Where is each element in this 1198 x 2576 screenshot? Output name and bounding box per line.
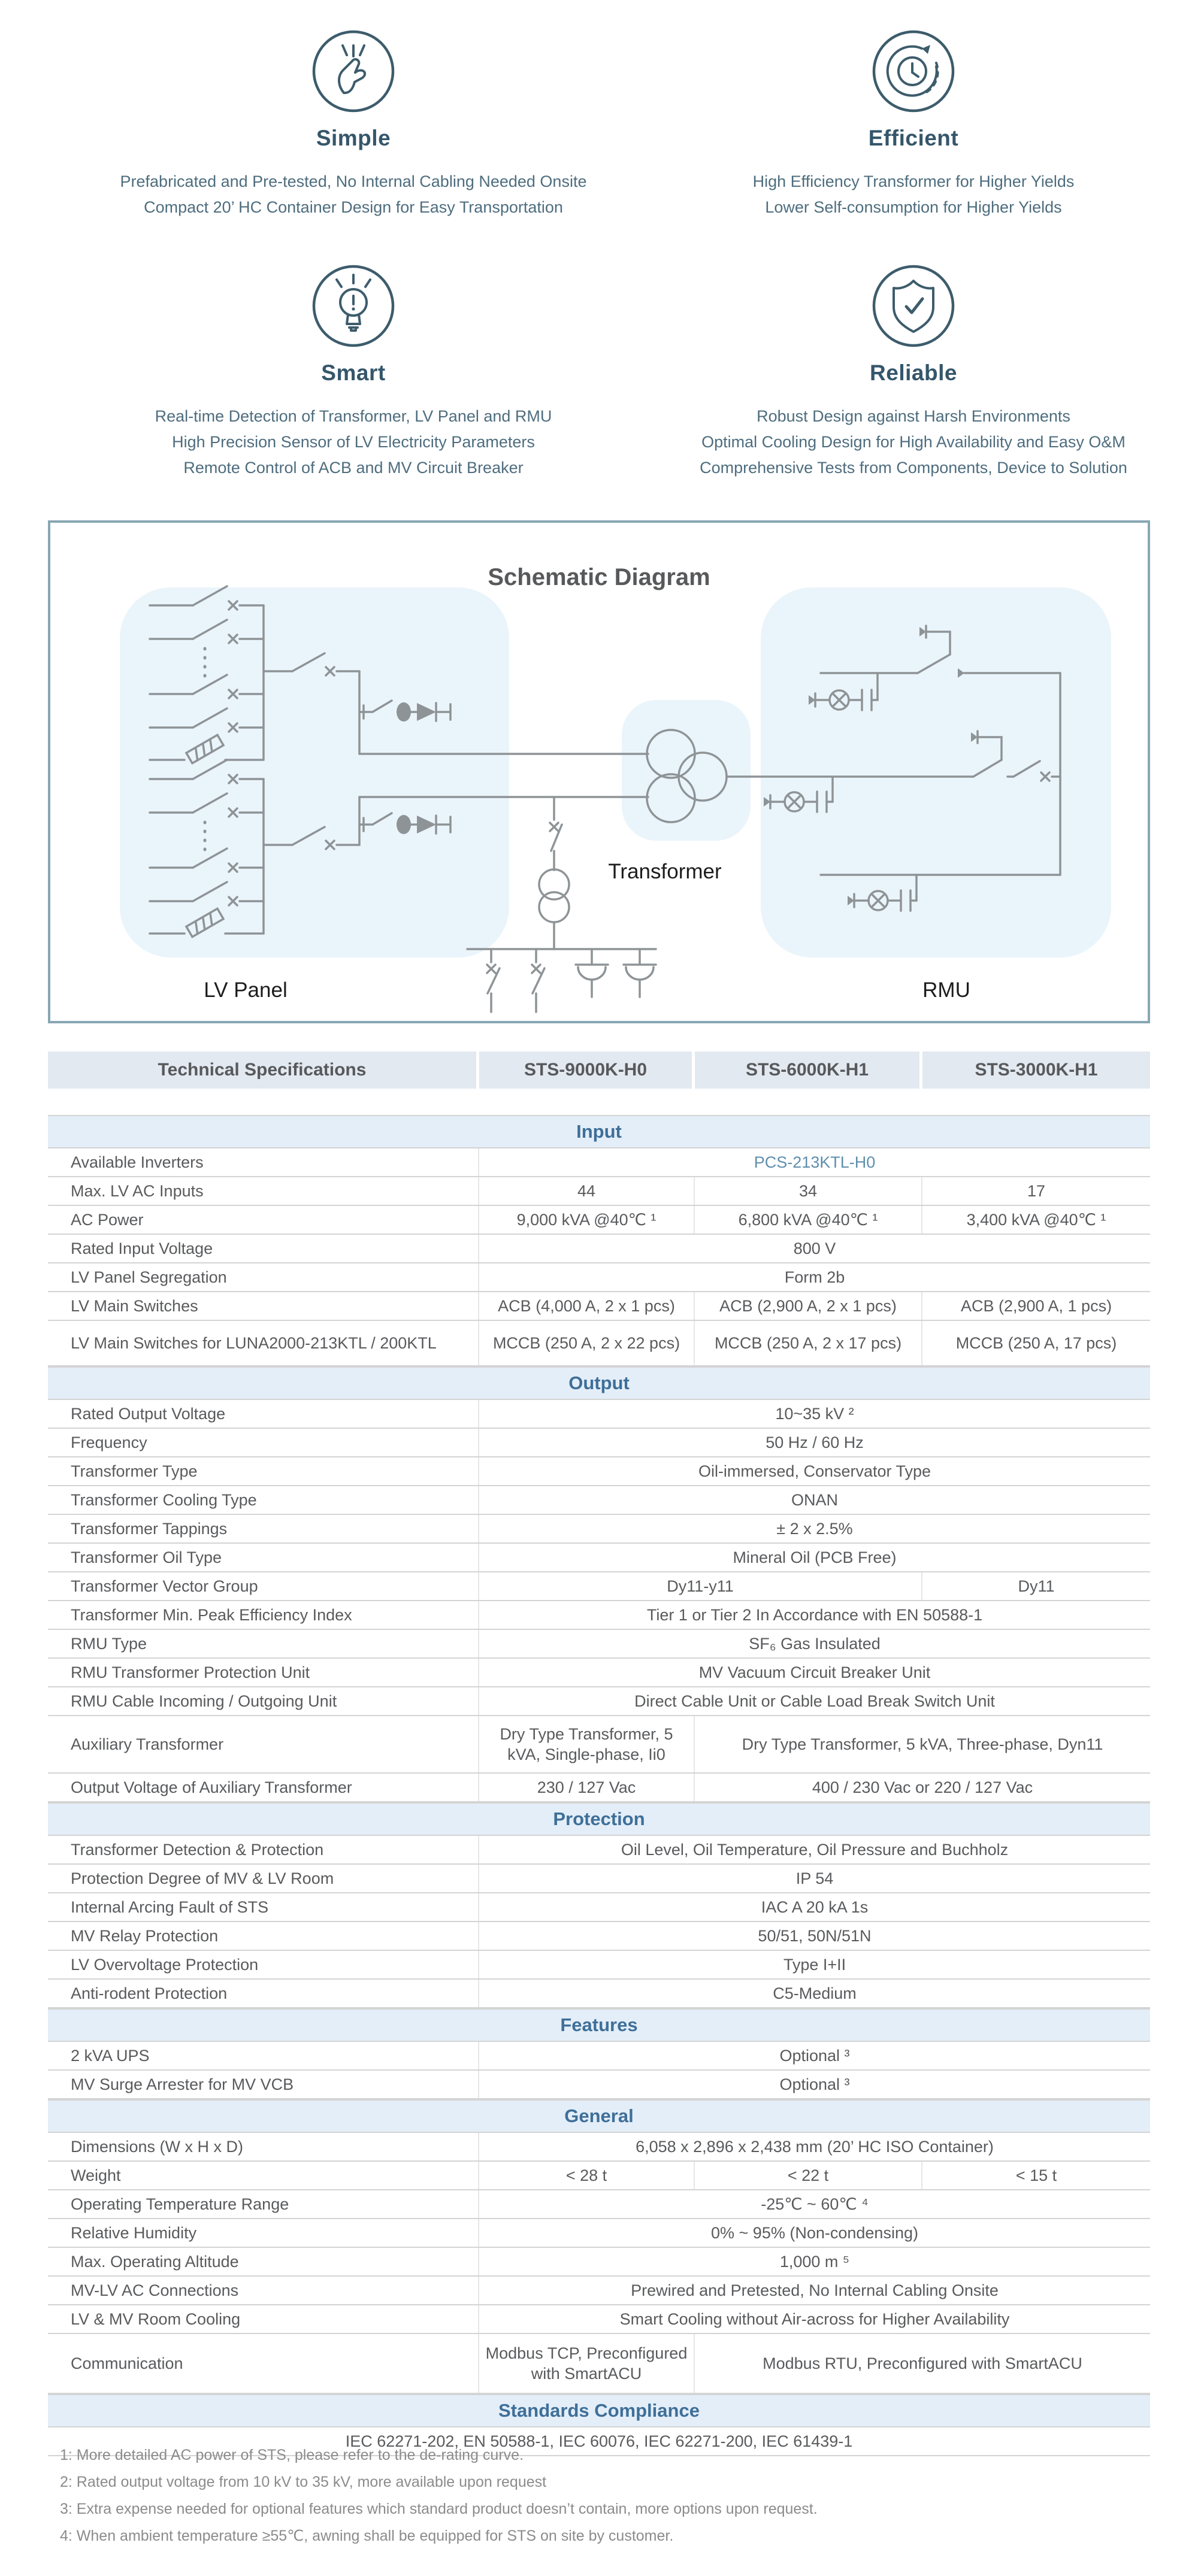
spec-value: Smart Cooling without Air-across for Higher Availability <box>619 2310 1010 2328</box>
transformer-label: Transformer <box>608 860 722 883</box>
feature-title: Efficient <box>868 126 959 150</box>
spec-row <box>48 1544 1150 1572</box>
feature-title: Smart <box>321 360 386 385</box>
single-line-diagram <box>48 520 1150 1023</box>
footnote: 4: When ambient temperature ≥55℃, awning shall be equipped for STS on site by customer. <box>60 2527 674 2544</box>
spec-label: MV Surge Arrester for MV VCB <box>48 2071 479 2098</box>
spec-value: MCCB (250 A, 17 pcs) <box>955 1334 1117 1352</box>
spec-value: 9,000 kVA @40℃ ¹ <box>479 1206 695 1234</box>
spec-row <box>48 1836 1150 1865</box>
spec-value: MV Vacuum Circuit Breaker Unit <box>698 1663 931 1681</box>
spec-row <box>48 2334 1150 2394</box>
spec-value: 10~35 kV ² <box>775 1405 854 1423</box>
spec-value: 50 Hz / 60 Hz <box>766 1434 864 1451</box>
spec-value: 400 / 230 Vac or 220 / 127 Vac <box>812 1778 1033 1796</box>
spec-value: ONAN <box>791 1491 838 1509</box>
footnotes <box>60 2442 818 2550</box>
spec-label: Frequency <box>48 1429 479 1456</box>
spec-row <box>48 1893 1150 1922</box>
spec-value: PCS-213KTL-H0 <box>754 1153 876 1171</box>
spec-value: Optional ³ <box>779 2047 850 2065</box>
shield-check-icon <box>869 261 958 351</box>
spec-value: Form 2b <box>784 1268 845 1286</box>
spec-row <box>48 1429 1150 1457</box>
spec-table-header <box>48 1051 1150 1089</box>
transformer-region <box>622 700 751 841</box>
spec-label: Transformer Type <box>48 1457 479 1485</box>
technical-specifications-table <box>48 1051 1150 2456</box>
spec-value: 6,800 kVA @40℃ ¹ <box>695 1206 922 1234</box>
spec-row <box>48 2219 1150 2248</box>
spec-row <box>48 1206 1150 1235</box>
spec-row <box>48 1400 1150 1429</box>
spec-row <box>48 2248 1150 2277</box>
spec-row <box>48 1601 1150 1630</box>
spec-row <box>48 1980 1150 2008</box>
spec-label: LV & MV Room Cooling <box>48 2305 479 2333</box>
spec-row <box>48 2190 1150 2219</box>
spec-label: RMU Transformer Protection Unit <box>48 1659 479 1686</box>
spec-value: Direct Cable Unit or Cable Load Break Switch Unit <box>634 1692 995 1710</box>
spec-row <box>48 1321 1150 1366</box>
spec-label: Max. LV AC Inputs <box>48 1177 479 1205</box>
spec-row <box>48 1515 1150 1544</box>
spec-row <box>48 1292 1150 1321</box>
feature-text: High Efficiency Transformer for Higher Yields Lower Self-consumption for Higher Yields <box>752 172 1075 216</box>
spec-label: Anti-rodent Protection <box>48 1980 479 2007</box>
spec-value: ± 2 x 2.5% <box>776 1520 853 1538</box>
spec-value: < 28 t <box>479 2162 695 2189</box>
spec-value: ACB (2,900 A, 2 x 1 pcs) <box>695 1292 922 1320</box>
spec-row <box>48 1716 1150 1774</box>
section-header-protection: Protection <box>48 1802 1150 1836</box>
spec-label: Dimensions (W x H x D) <box>48 2133 479 2160</box>
feature-text: Robust Design against Harsh Environments Optimal Cooling Design for High Availability and Easy O&M Comprehensive Tests from Components, Device to Solution <box>700 407 1127 477</box>
spec-value: 44 <box>479 1177 695 1205</box>
spec-value: Oil Level, Oil Temperature, Oil Pressure and Buchholz <box>621 1841 1009 1859</box>
snap-icon <box>308 26 398 116</box>
feature-smart <box>54 261 653 481</box>
section-header-general: General <box>48 2099 1150 2133</box>
spec-value: 1,000 m ⁵ <box>779 2253 850 2271</box>
spec-value: Tier 1 or Tier 2 In Accordance with EN 50588-1 <box>646 1606 983 1624</box>
diagram-title: Schematic Diagram <box>488 564 710 590</box>
spec-row <box>48 1659 1150 1687</box>
spec-value: < 22 t <box>695 2162 922 2189</box>
spec-value: 34 <box>695 1177 922 1205</box>
spec-row <box>48 1263 1150 1292</box>
spec-label: MV Relay Protection <box>48 1922 479 1950</box>
spec-row <box>48 2042 1150 2071</box>
spec-value: 6,058 x 2,896 x 2,438 mm (20’ HC ISO Container) <box>636 2138 994 2156</box>
spec-value: 50/51, 50N/51N <box>758 1927 872 1945</box>
spec-value: Dy11-y11 <box>479 1572 922 1600</box>
spec-value: MCCB (250 A, 2 x 22 pcs) <box>479 1321 695 1365</box>
spec-value: 0% ~ 95% (Non-condensing) <box>711 2224 918 2242</box>
spec-label: Internal Arcing Fault of STS <box>48 1893 479 1921</box>
spec-value: Type I+II <box>783 1956 846 1974</box>
spec-label: Rated Output Voltage <box>48 1400 479 1428</box>
spec-label: Output Voltage of Auxiliary Transformer <box>48 1774 479 1801</box>
feature-title: Simple <box>316 126 391 150</box>
feature-title: Reliable <box>870 360 957 385</box>
spec-label: LV Overvoltage Protection <box>48 1951 479 1978</box>
spec-value: < 15 t <box>1015 2166 1057 2184</box>
spec-label: AC Power <box>48 1206 479 1234</box>
spec-label: MV-LV AC Connections <box>48 2277 479 2304</box>
spec-row <box>48 1951 1150 1980</box>
spec-row <box>48 1235 1150 1263</box>
spec-label: Available Inverters <box>48 1148 479 1176</box>
spec-value: Oil-immersed, Conservator Type <box>698 1462 931 1480</box>
spec-label: LV Main Switches <box>48 1292 479 1320</box>
spec-value: Dy11 <box>1018 1577 1055 1595</box>
spec-value: Modbus RTU, Preconfigured with SmartACU <box>763 2354 1082 2372</box>
spec-row <box>48 1177 1150 1206</box>
spec-value: 17 <box>1027 1182 1046 1200</box>
column-header-label: Technical Specifications <box>48 1051 476 1089</box>
spec-label: Transformer Cooling Type <box>48 1486 479 1514</box>
spec-label: Protection Degree of MV & LV Room <box>48 1865 479 1892</box>
footnote: 1: More detailed AC power of STS, please refer to the de-rating curve. <box>60 2447 524 2463</box>
spec-value: MCCB (250 A, 2 x 17 pcs) <box>695 1321 922 1365</box>
section-header-standards-compliance: Standards Compliance <box>48 2394 1150 2427</box>
section-header-input: Input <box>48 1115 1150 1148</box>
spec-label: Operating Temperature Range <box>48 2190 479 2218</box>
spec-label: Auxiliary Transformer <box>48 1716 479 1772</box>
spec-value: Mineral Oil (PCB Free) <box>733 1548 897 1566</box>
spec-row <box>48 1774 1150 1802</box>
spec-label: Communication <box>48 2334 479 2393</box>
column-header-model-3: STS-3000K-H1 <box>922 1051 1150 1089</box>
spec-value: Modbus TCP, Preconfigured with SmartACU <box>479 2334 695 2393</box>
spec-label: Transformer Detection & Protection <box>48 1836 479 1863</box>
spec-label: RMU Cable Incoming / Outgoing Unit <box>48 1687 479 1715</box>
spec-value: ACB (2,900 A, 1 pcs) <box>960 1297 1112 1315</box>
spec-row <box>48 1630 1150 1659</box>
spec-row <box>48 1687 1150 1716</box>
spec-label: Relative Humidity <box>48 2219 479 2247</box>
spec-value: Dry Type Transformer, 5 kVA, Three-phase, Dyn11 <box>742 1735 1103 1753</box>
feature-efficient <box>614 26 1198 220</box>
spec-label: 2 kVA UPS <box>48 2042 479 2069</box>
spec-value: C5-Medium <box>773 1984 857 2002</box>
spec-row <box>48 2305 1150 2334</box>
spec-row <box>48 1148 1150 1177</box>
rmu-label: RMU <box>922 978 970 1002</box>
spec-label: Transformer Vector Group <box>48 1572 479 1600</box>
spec-label: Transformer Min. Peak Efficiency Index <box>48 1601 479 1629</box>
bulb-icon <box>308 261 398 351</box>
spec-label: RMU Type <box>48 1630 479 1657</box>
spec-row <box>48 1922 1150 1951</box>
spec-value: 800 V <box>793 1239 836 1257</box>
spec-label: Rated Input Voltage <box>48 1235 479 1262</box>
feature-text: Real-time Detection of Transformer, LV Panel and RMU High Precision Sensor of LV Electricity Parameters Remote Control of ACB and MV Circuit Breaker <box>155 407 552 477</box>
section-header-output: Output <box>48 1366 1150 1400</box>
spec-row <box>48 2277 1150 2305</box>
section-header-features: Features <box>48 2008 1150 2042</box>
column-header-model-1: STS-9000K-H0 <box>479 1051 692 1089</box>
spec-label: Transformer Tappings <box>48 1515 479 1542</box>
spec-value: Optional ³ <box>779 2075 850 2093</box>
spec-value: SF₆ Gas Insulated <box>749 1635 881 1653</box>
column-header-model-2: STS-6000K-H1 <box>695 1051 919 1089</box>
spec-label: Weight <box>48 2162 479 2189</box>
spec-label: LV Panel Segregation <box>48 1263 479 1291</box>
lv-panel-label: LV Panel <box>204 978 288 1002</box>
spec-row <box>48 2133 1150 2162</box>
spec-value: Dry Type Transformer, 5 kVA, Single-phase, Ii0 <box>479 1716 695 1772</box>
spec-label: Max. Operating Altitude <box>48 2248 479 2275</box>
feature-text: Prefabricated and Pre-tested, No Internal Cabling Needed Onsite Compact 20’ HC Container Design for Easy Transportation <box>120 172 587 216</box>
feature-simple <box>54 26 653 220</box>
spec-value: IEC 62271-202, EN 50588-1, IEC 60076, IEC 62271-200, IEC 61439-1 <box>345 2432 853 2450</box>
feature-reliable <box>614 261 1198 481</box>
schematic-diagram <box>48 520 1150 1023</box>
spec-value: 230 / 127 Vac <box>479 1774 695 1801</box>
spec-value: ACB (4,000 A, 2 x 1 pcs) <box>479 1292 695 1320</box>
spec-value: IP 54 <box>795 1869 834 1887</box>
rmu-region <box>761 587 1111 957</box>
footnote: 3: Extra expense needed for optional features which standard product doesn’t contain, more options upon request. <box>60 2501 818 2517</box>
spec-value: Prewired and Pretested, No Internal Cabling Onsite <box>631 2281 999 2299</box>
footnote: 2: Rated output voltage from 10 kV to 35 kV, more available upon request <box>60 2474 547 2490</box>
clock-efficiency-icon <box>869 26 958 116</box>
spec-row <box>48 1865 1150 1893</box>
spec-value: -25℃ ~ 60℃ ⁴ <box>761 2195 869 2213</box>
spec-row <box>48 1486 1150 1515</box>
spec-row <box>48 2162 1150 2190</box>
spec-label: Transformer Oil Type <box>48 1544 479 1571</box>
spec-label: LV Main Switches for LUNA2000-213KTL / 200KTL <box>48 1321 479 1365</box>
spec-row <box>48 2071 1150 2099</box>
spec-table-body <box>48 1115 1150 2456</box>
spec-value: IAC A 20 kA 1s <box>761 1898 869 1916</box>
spec-row <box>48 1572 1150 1601</box>
spec-row <box>48 1457 1150 1486</box>
spec-value: 3,400 kVA @40℃ ¹ <box>966 1211 1106 1229</box>
